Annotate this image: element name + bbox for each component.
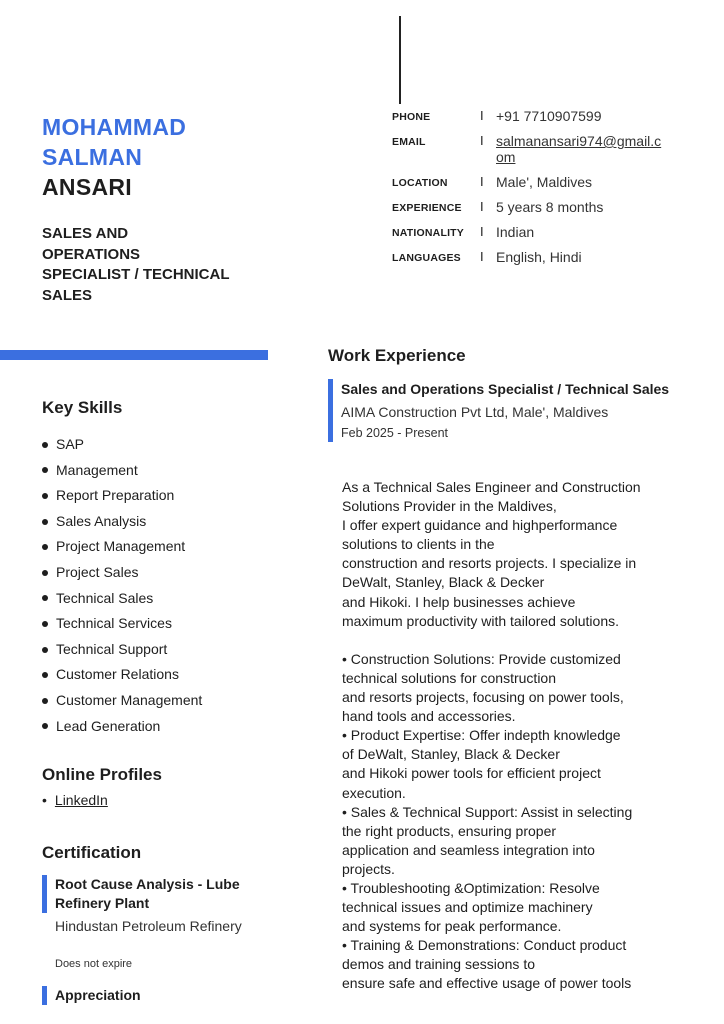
role-line: SPECIALIST / TECHNICAL: [42, 266, 230, 283]
skill-item: Report Preparation: [42, 483, 202, 509]
contact-experience: [392, 199, 712, 215]
skill-item: Customer Relations: [42, 662, 202, 688]
name-last: ANSARI: [42, 174, 132, 200]
name-first: MOHAMMAD: [42, 114, 187, 140]
role-line: SALES AND: [42, 225, 129, 242]
description-line: I offer expert guidance and highperformance: [342, 517, 618, 534]
bullet-dot-icon: [42, 621, 48, 627]
description-line: • Training & Demonstrations: Conduct product: [342, 937, 627, 954]
job-title: Sales and Operations Specialist / Technical Sales: [341, 381, 670, 397]
contact-email: [392, 133, 712, 165]
experience-value: 5 years 8 months: [496, 199, 604, 215]
skill-item: SAP: [42, 432, 202, 458]
linkedin-link[interactable]: LinkedIn: [54, 792, 108, 808]
candidate-name: [42, 112, 186, 202]
contact-separator: I: [480, 199, 484, 214]
header-divider-line: [399, 16, 401, 104]
bullet-dot-icon: [42, 442, 48, 448]
skill-item: Customer Management: [42, 688, 202, 714]
job-company: AIMA Construction Pvt Ltd, Male', Maldives: [341, 404, 609, 420]
profiles-list: [42, 792, 108, 808]
contact-location: [392, 174, 712, 190]
certification-item: [42, 875, 285, 913]
skill-item: Technical Support: [42, 637, 202, 663]
description-line: Solutions Provider in the Maldives,: [342, 498, 557, 515]
description-line: solutions to clients in the: [342, 536, 495, 553]
description-line: and resorts projects, focusing on power tools,: [342, 689, 624, 706]
phone-value: +91 7710907599: [496, 108, 602, 124]
description-line: • Product Expertise: Offer indepth knowledge: [342, 727, 621, 744]
contact-separator: I: [480, 108, 484, 123]
skill-item: Management: [42, 458, 202, 484]
bullet-dot-icon: [42, 647, 48, 653]
job-description: [342, 478, 704, 994]
description-line: application and seamless integration into: [342, 841, 595, 858]
contact-separator: I: [480, 249, 484, 264]
contact-separator: I: [480, 174, 484, 189]
description-line: • Sales & Technical Support: Assist in selecting: [342, 803, 633, 820]
contact-label: LOCATION: [392, 177, 448, 189]
contact-languages: [392, 249, 712, 265]
bullet-dot-icon: [42, 467, 48, 473]
certification-org: Hindustan Petroleum Refinery: [55, 918, 242, 934]
contact-details: [392, 108, 712, 274]
certification-name: Root Cause Analysis - Lube Refinery Plant: [55, 876, 240, 911]
work-heading: Work Experience: [328, 346, 466, 365]
skills-heading: Key Skills: [42, 398, 123, 417]
description-line: technical issues and optimize machinery: [342, 899, 593, 916]
bullet-dot-icon: [42, 570, 48, 576]
skill-item: Project Management: [42, 534, 202, 560]
description-line: • Construction Solutions: Provide customized: [342, 650, 621, 667]
contact-label: PHONE: [392, 111, 431, 123]
skill-item: Sales Analysis: [42, 509, 202, 535]
location-value: Male', Maldives: [496, 174, 593, 190]
contact-label: EXPERIENCE: [392, 202, 462, 214]
skill-item: Project Sales: [42, 560, 202, 586]
role-line: OPERATIONS: [42, 245, 141, 263]
languages-value: English, Hindi: [496, 249, 582, 265]
contact-label: EMAIL: [392, 136, 426, 148]
description-line: DeWalt, Stanley, Black & Decker: [342, 574, 545, 591]
bullet-dot-icon: [42, 595, 48, 601]
description-line: construction and resorts projects. I specialize in: [342, 555, 637, 572]
profiles-heading: Online Profiles: [42, 765, 162, 784]
certification-expiry: Does not expire: [55, 958, 133, 970]
role-line: SALES: [42, 286, 93, 304]
skill-item: Technical Sales: [42, 586, 202, 612]
contact-nationality: [392, 224, 712, 240]
bullet-dot-icon: [42, 723, 48, 729]
contact-label: LANGUAGES: [392, 252, 461, 264]
description-line: hand tools and accessories.: [342, 708, 516, 725]
description-line: maximum productivity with tailored solutions.: [342, 612, 619, 629]
bullet-dot-icon: [42, 493, 48, 499]
contact-separator: I: [480, 133, 484, 148]
skill-item: Lead Generation: [42, 714, 202, 740]
description-line: As a Technical Sales Engineer and Construction: [342, 479, 641, 495]
description-line: demos and training sessions to: [342, 956, 535, 973]
accent-bar: [0, 350, 268, 360]
description-line: and systems for peak performance.: [342, 918, 562, 935]
candidate-role: [42, 224, 272, 306]
certification-heading: Certification: [42, 843, 142, 862]
profile-bullet: •: [42, 792, 47, 808]
description-line: and Hikoki. I help businesses achieve: [342, 593, 576, 610]
contact-phone: [392, 108, 712, 124]
bullet-dot-icon: [42, 672, 48, 678]
name-middle: SALMAN: [42, 144, 143, 170]
job-dates: Feb 2025 - Present: [341, 426, 449, 440]
bullet-dot-icon: [42, 519, 48, 525]
description-line: projects.: [342, 860, 395, 877]
contact-label: NATIONALITY: [392, 227, 464, 239]
description-line: ensure safe and effective usage of power tools: [342, 975, 632, 992]
email-link[interactable]: salmanansari974@gmail.com: [496, 133, 662, 165]
description-line: • Troubleshooting &Optimization: Resolve: [342, 879, 600, 896]
nationality-value: Indian: [496, 224, 535, 240]
job-header: [328, 379, 711, 442]
description-line: [342, 631, 704, 650]
description-line: the right products, ensuring proper: [342, 822, 557, 839]
bullet-dot-icon: [42, 698, 48, 704]
description-line: execution.: [342, 784, 406, 801]
bullet-dot-icon: [42, 544, 48, 550]
description-line: and Hikoki power tools for efficient project: [342, 765, 601, 782]
certification-item-appreciation: Appreciation: [42, 986, 141, 1005]
skill-item: Technical Services: [42, 611, 202, 637]
skills-list: [42, 432, 202, 739]
contact-separator: I: [480, 224, 484, 239]
description-line: of DeWalt, Stanley, Black & Decker: [342, 746, 560, 763]
description-line: technical solutions for construction: [342, 669, 556, 686]
